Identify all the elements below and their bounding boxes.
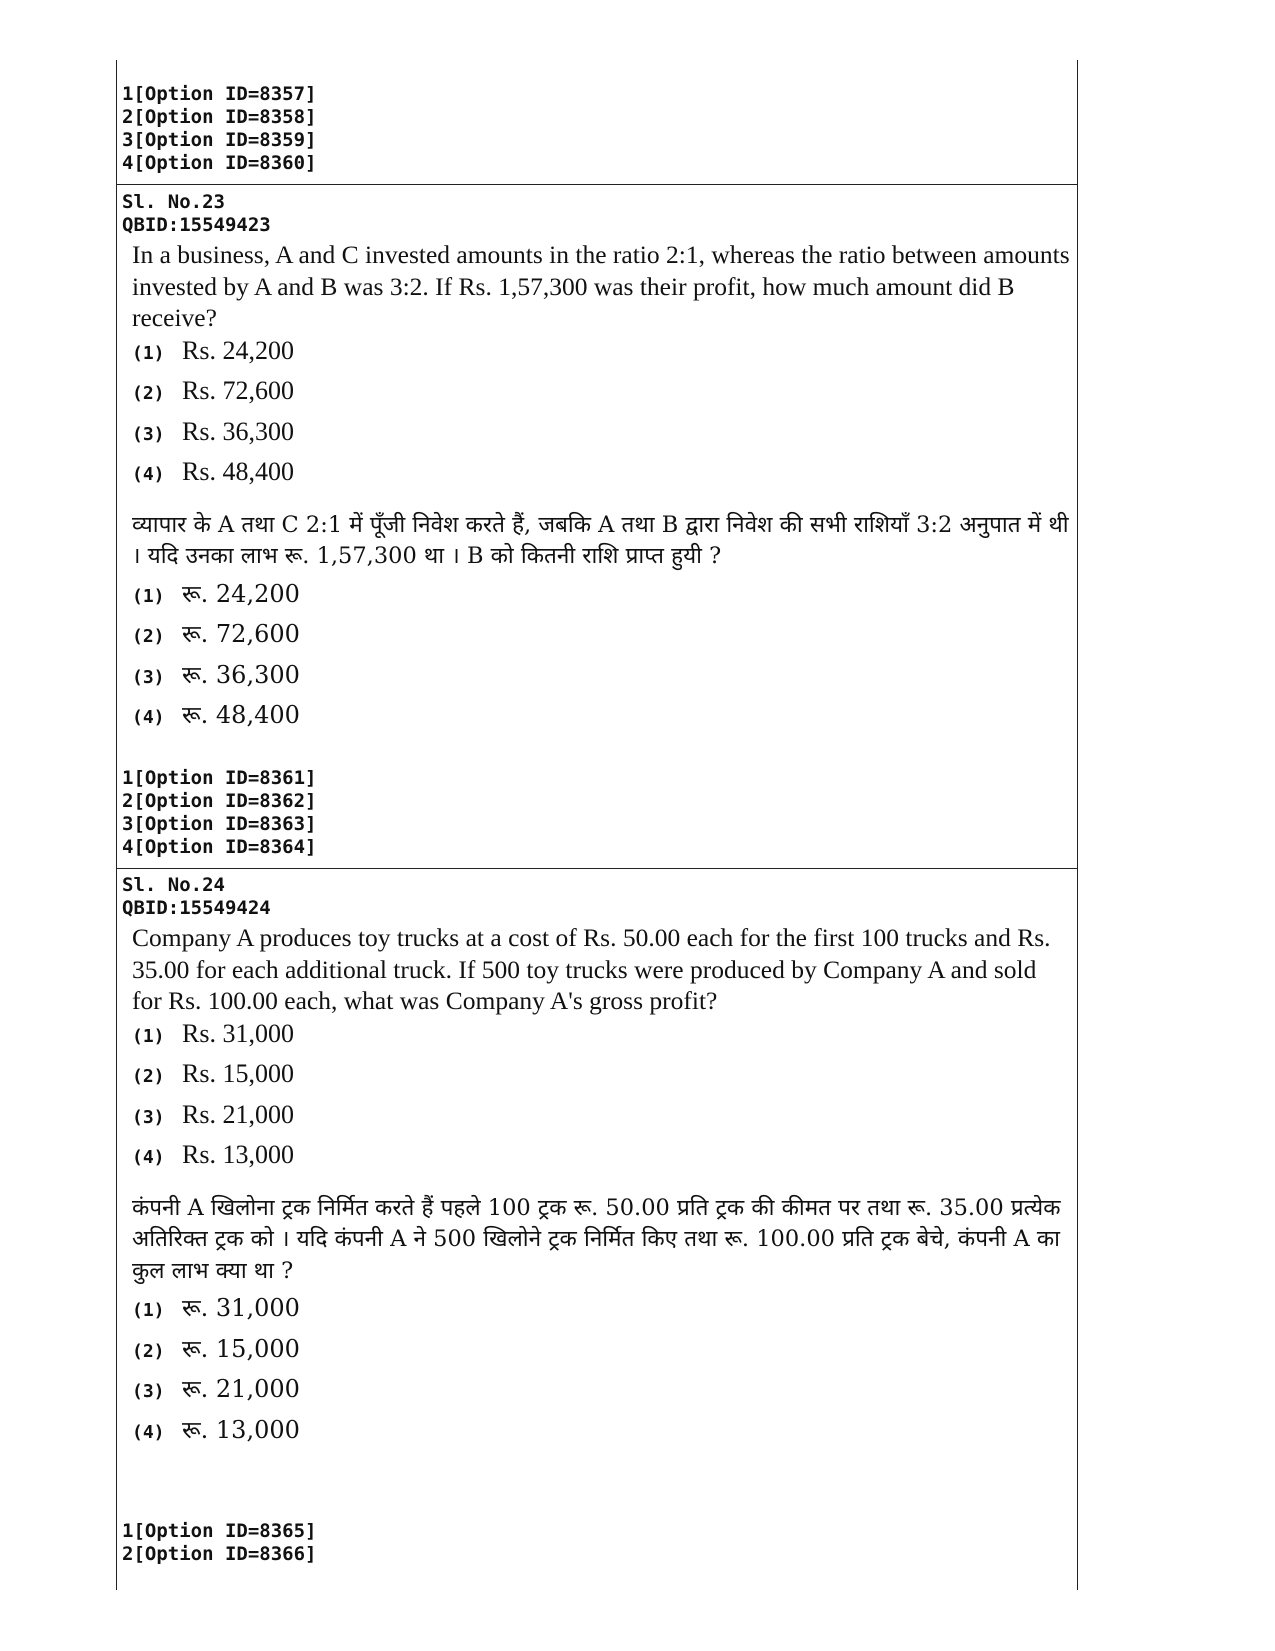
option-item (132, 1019, 1072, 1060)
option-item (132, 1140, 1072, 1181)
options-hindi (122, 577, 1072, 739)
serial-number: Sl. No.24 (122, 874, 225, 896)
previous-option-ids (122, 83, 1072, 175)
option-number: (1) (132, 1025, 165, 1047)
question-text-english: In a business, A and C invested amounts in the ratio 2:1, whereas the ratio between amounts invested by A and B was 3:2. If Rs. 1,57,300 was their profit, how much amount did B receive? (132, 240, 1070, 332)
option-text: Rs. 13,000 (182, 1140, 294, 1169)
options-english (122, 336, 1072, 498)
option-item (132, 617, 1072, 658)
serial-number: Sl. No.23 (122, 191, 225, 213)
right-border (1077, 60, 1078, 1590)
option-id-line: 2[Option ID=8358] (122, 106, 317, 128)
option-item (132, 1413, 1072, 1454)
option-text: Rs. 36,300 (182, 416, 294, 446)
option-number: (2) (132, 1066, 165, 1087)
option-ids-24 (122, 1520, 1072, 1566)
option-item (132, 577, 1072, 618)
option-text: रू. 21,000 (182, 1375, 300, 1403)
option-text: Rs. 48,400 (182, 457, 294, 486)
option-text: रू. 48,400 (182, 701, 300, 729)
option-text: रू. 13,000 (182, 1415, 300, 1444)
option-id-line: 3[Option ID=8359] (122, 129, 317, 151)
option-id-line: 1[Option ID=8361] (122, 767, 317, 789)
option-text: Rs. 15,000 (182, 1059, 294, 1088)
option-item (132, 1332, 1072, 1373)
option-id-line: 1[Option ID=8365] (122, 1520, 317, 1542)
option-item (132, 417, 1072, 458)
option-id-line: 1[Option ID=8357] (122, 83, 317, 105)
options-english (122, 1019, 1072, 1181)
option-number: (3) (132, 1381, 165, 1402)
option-id-line: 3[Option ID=8363] (122, 813, 317, 835)
option-number: (2) (132, 1340, 165, 1362)
options-hindi (122, 1291, 1072, 1453)
option-text: Rs. 21,000 (182, 1099, 294, 1129)
option-number: (4) (132, 707, 165, 728)
option-number: (4) (132, 1147, 165, 1168)
option-number: (3) (132, 1106, 165, 1128)
option-text: Rs. 31,000 (182, 1018, 294, 1048)
option-id-line: 4[Option ID=8364] (122, 836, 317, 858)
left-border (116, 60, 117, 1590)
option-number: (1) (132, 342, 165, 364)
option-number: (2) (132, 383, 165, 404)
option-item (132, 1059, 1072, 1100)
option-text: रू. 36,300 (182, 660, 300, 689)
option-item (132, 1372, 1072, 1413)
option-item (132, 698, 1072, 739)
option-ids-23 (122, 767, 1072, 859)
option-number: (3) (132, 423, 165, 445)
option-text: रू. 72,600 (182, 620, 300, 648)
option-id-line: 2[Option ID=8362] (122, 790, 317, 812)
question-24 (122, 874, 1072, 1453)
option-number: (4) (132, 464, 165, 485)
option-id-line: 4[Option ID=8360] (122, 152, 317, 174)
qbid: QBID:15549423 (122, 214, 271, 236)
option-number: (1) (132, 585, 165, 607)
option-number: (4) (132, 1421, 165, 1443)
option-number: (2) (132, 626, 165, 647)
option-item (132, 457, 1072, 498)
option-text: रू. 31,000 (182, 1294, 300, 1322)
qbid: QBID:15549424 (122, 897, 271, 919)
option-text: Rs. 72,600 (182, 376, 294, 405)
question-text-hindi: कंपनी A खिलोना ट्रक निर्मित करते हैं पहले 100 ट्रक रू. 50.00 प्रति ट्रक की कीमत पर तथा रू. 35.00 प्रत्येक अतिरिक्त ट्रक को । यदि कंपनी A ने 500 खिलोने ट्रक निर्मित किए तथा रू. 100.00 प्रति ट्रक बेचे, कंपनी A का कुल लाभ क्या था ? (132, 1194, 1061, 1284)
row-divider (116, 868, 1077, 869)
option-number: (1) (132, 1300, 165, 1321)
option-item (132, 1291, 1072, 1332)
option-item (132, 658, 1072, 699)
option-item (132, 376, 1072, 417)
option-item (132, 1100, 1072, 1141)
option-text: रू. 15,000 (182, 1334, 300, 1363)
option-text: रू. 24,200 (182, 579, 300, 608)
question-23 (122, 191, 1072, 739)
option-text: Rs. 24,200 (182, 335, 294, 365)
option-item (132, 336, 1072, 377)
row-divider (116, 184, 1077, 185)
option-number: (3) (132, 666, 165, 688)
question-text-english: Company A produces toy trucks at a cost of Rs. 50.00 each for the first 100 trucks and Rs. 35.00 for each additional truck. If 500 toy trucks were produced by Company A and sold for Rs. 100.00 each, what was Company A's gross profit? (132, 923, 1051, 1015)
option-id-line: 2[Option ID=8366] (122, 1543, 317, 1565)
question-text-hindi: व्यापार के A तथा C 2:1 में पूँजी निवेश करते हैं, जबकि A तथा B द्वारा निवेश की सभी राशियाँ 3:2 अनुपात में थी । यदि उनका लाभ रू. 1,57,300 था । B को कितनी राशि प्राप्त हुयी ? (132, 511, 1069, 569)
